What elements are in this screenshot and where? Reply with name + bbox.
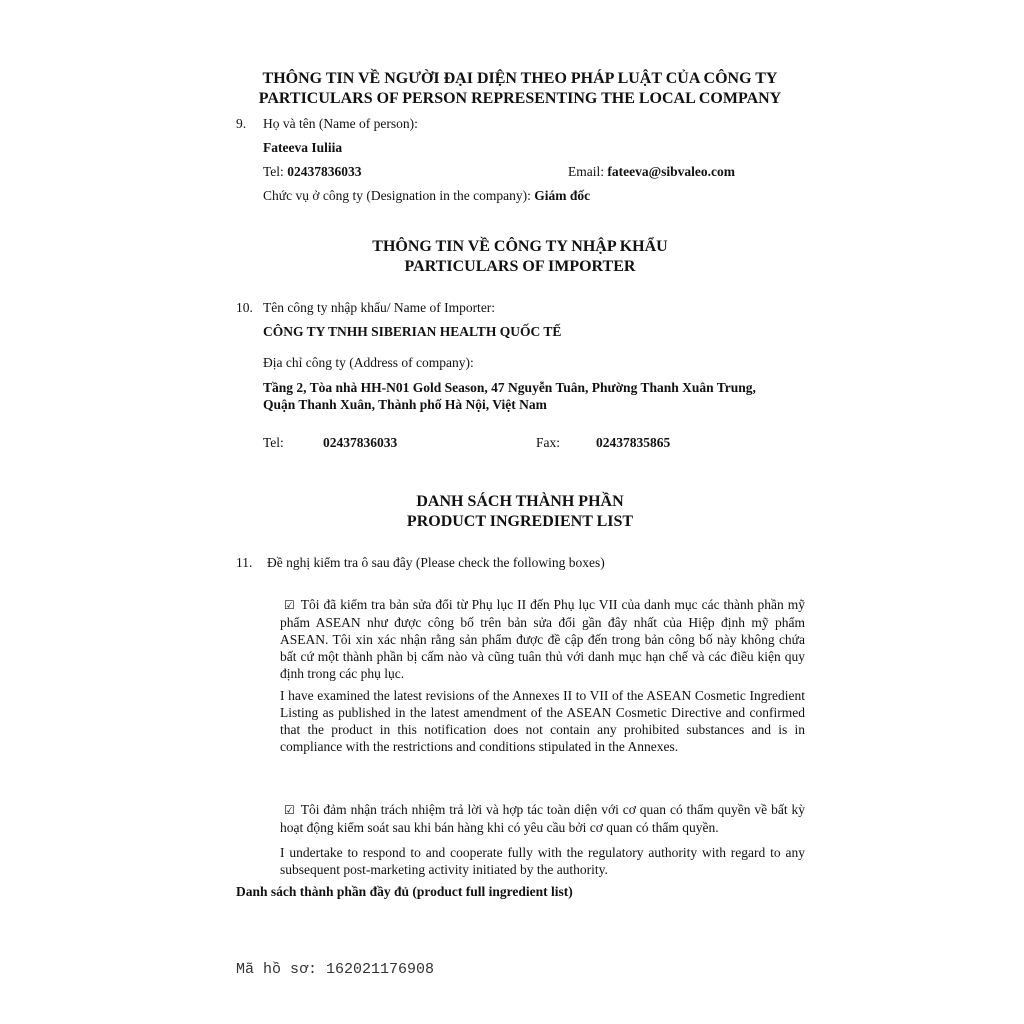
rep-tel-label: Tel: — [263, 164, 284, 179]
rep-title-vi: THÔNG TIN VỀ NGƯỜI ĐẠI DIỆN THEO PHÁP LUẬT CỦA CÔNG TY — [262, 70, 778, 87]
rep-designation-value: Giám đốc — [534, 188, 591, 203]
importer-tel-label: Tel: — [263, 435, 284, 450]
importer-address-line2: Quận Thanh Xuân, Thành phố Hà Nội, Việt Nam — [263, 397, 547, 412]
rep-name-value: Fateeva Iuliia — [263, 140, 343, 155]
rep-designation-label: Chức vụ ở công ty (Designation in the company): — [263, 188, 531, 203]
importer-fax-value: 02437835865 — [596, 435, 671, 450]
ingredient-title-vi: DANH SÁCH THÀNH PHẦN — [416, 493, 624, 510]
importer-address-label: Địa chỉ công ty (Address of company): — [263, 355, 474, 370]
checkbox1-vi-text: Tôi đã kiểm tra bản sửa đổi từ Phụ lục II đến Phụ lục VII của danh mục các thành phần mỹ phẩm ASEAN như được công bố trên bản sửa đổi gần đây nhất của Hiệp định mỹ phẩm ASEAN. Tôi xin xác nhận rằng sản phẩm được đề cập đến trong bản công bố này không chứa bất cứ một thành phần bị cấm nào và cũng tuân thủ với danh mục hạn chế và các điều kiện quy định trong các phụ lục. — [280, 597, 805, 681]
rep-tel-value: 02437836033 — [287, 164, 362, 179]
importer-address-line1: Tầng 2, Tòa nhà HH-N01 Gold Season, 47 Nguyễn Tuân, Phường Thanh Xuân Trung, — [263, 380, 756, 395]
item-10-number: 10. — [236, 300, 253, 315]
checkbox-1-checked-icon[interactable]: ☑ — [284, 598, 295, 612]
importer-title-en: PARTICULARS OF IMPORTER — [404, 258, 636, 275]
checkbox1-vi-paragraph — [280, 596, 805, 682]
rep-tel-row — [263, 164, 361, 180]
importer-name-label: Tên công ty nhập khẩu/ Name of Importer: — [263, 300, 496, 315]
checkbox1-en-text: I have examined the latest revisions of the Annexes II to VII of the ASEAN Cosmetic Ingredient Listing as published in the latest amendment of the ASEAN Cosmetic Directive and confirmed that the product in this notification does not contain any prohibited substances and is in compliance with the restrictions and conditions stipulated in the Annexes. — [280, 688, 805, 754]
checkbox2-vi-text: Tôi đảm nhận trách nhiệm trả lời và hợp tác toàn diện với cơ quan có thẩm quyền về bất kỳ hoạt động kiểm soát sau khi bán hàng khi có yêu cầu bởi cơ quan có thẩm quyền. — [280, 802, 805, 835]
ingredient-instruction: Đề nghị kiểm tra ô sau đây (Please check the following boxes) — [267, 555, 605, 570]
importer-tel-value: 02437836033 — [323, 435, 398, 450]
importer-name-value: CÔNG TY TNHH SIBERIAN HEALTH QUỐC TẾ — [263, 324, 562, 339]
file-code: Mã hồ sơ: 162021176908 — [236, 961, 435, 978]
checkbox-2-checked-icon[interactable]: ☑ — [284, 803, 295, 817]
item-11-number: 11. — [236, 555, 253, 570]
rep-email-label: Email: — [568, 164, 604, 179]
rep-title-en: PARTICULARS OF PERSON REPRESENTING THE LOCAL COMPANY — [258, 90, 782, 107]
ingredient-title-en: PRODUCT INGREDIENT LIST — [406, 513, 634, 530]
rep-name-label: Họ và tên (Name of person): — [263, 116, 418, 131]
checkbox2-en-text: I undertake to respond to and cooperate fully with the regulatory authority with regard to any subsequent post-marketing activity initiated by the authority. — [280, 845, 805, 877]
rep-email-row — [568, 164, 735, 180]
item-9-number: 9. — [236, 116, 247, 131]
rep-email-value: fateeva@sibvaleo.com — [607, 164, 736, 179]
full-ingredient-list-label: Danh sách thành phần đầy đủ (product full ingredient list) — [236, 884, 573, 899]
checkbox2-vi-paragraph — [280, 801, 805, 836]
importer-fax-label: Fax: — [536, 435, 561, 450]
rep-designation-row — [263, 188, 590, 204]
importer-title-vi: THÔNG TIN VỀ CÔNG TY NHẬP KHẨU — [372, 238, 668, 255]
